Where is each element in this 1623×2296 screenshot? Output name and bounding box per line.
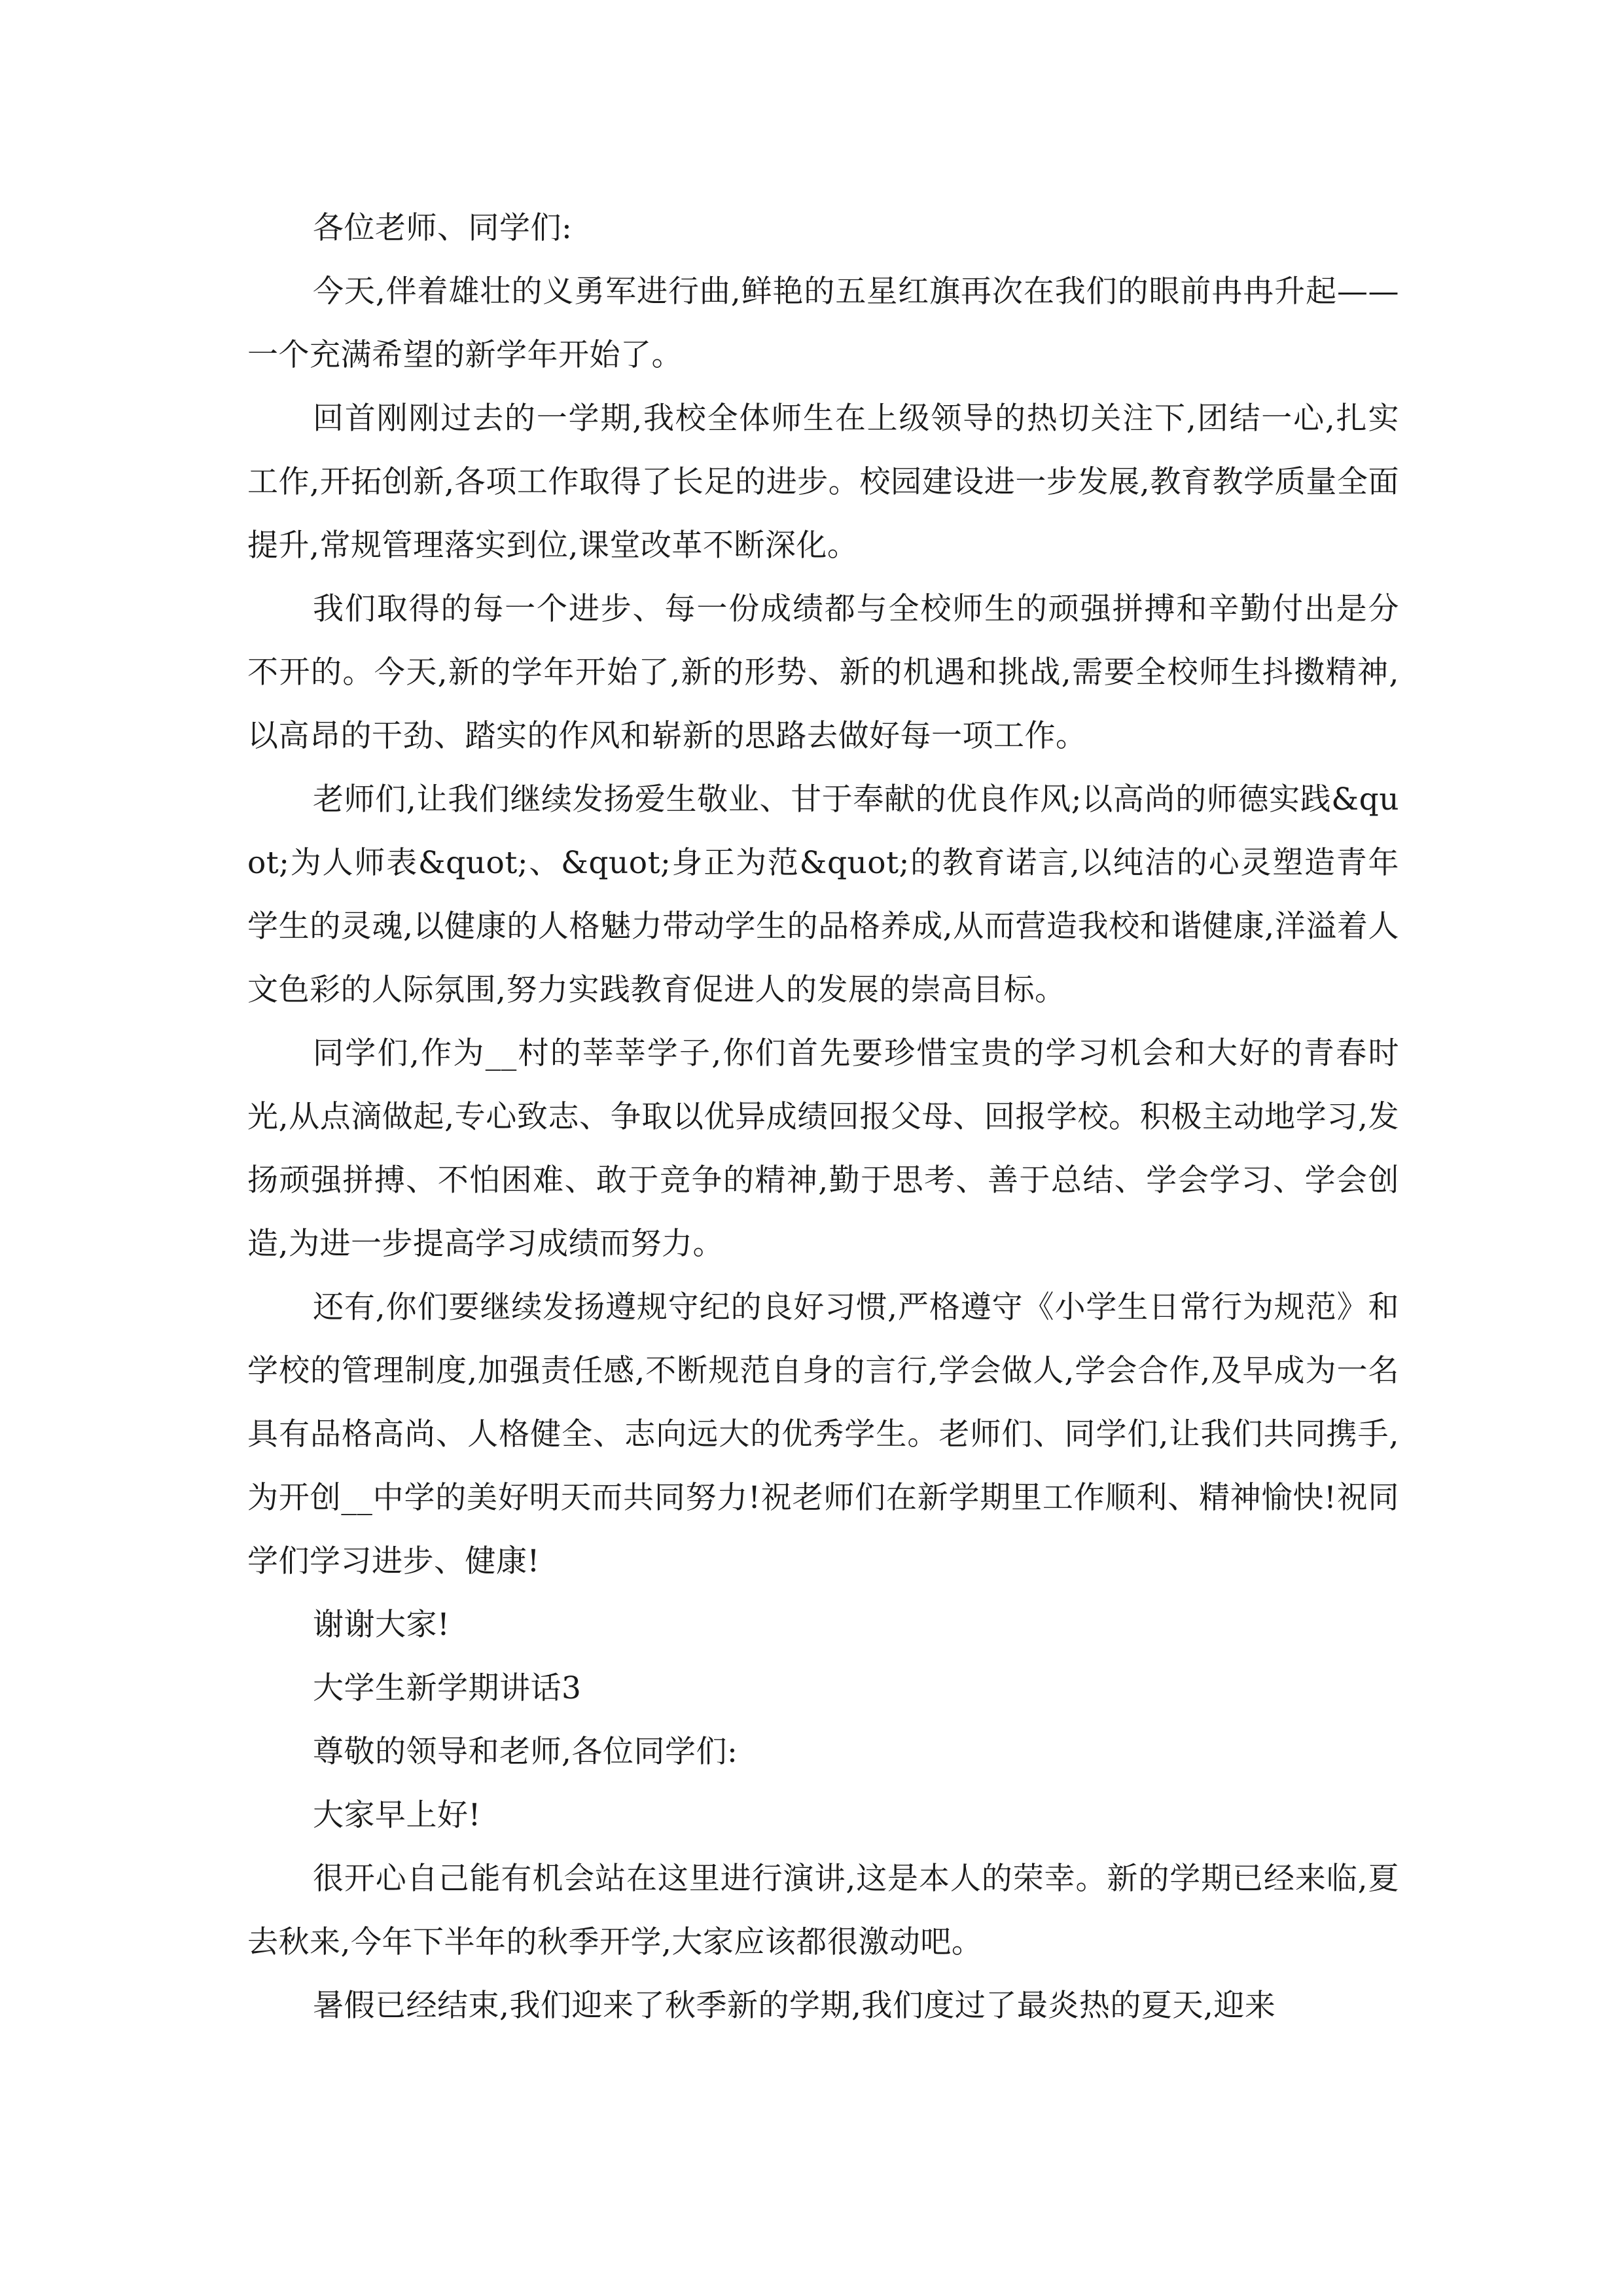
paragraph-review: 回首刚刚过去的一学期,我校全体师生在上级领导的热切关注下,团结一心,扎实工作,开拓创新,各项工作取得了长足的进步。校园建设进一步发展,教育教学质量全面提升,常规管理落实到位,课堂改革不断深化。 — [247, 401, 1399, 564]
paragraph-opening: 今天,伴着雄壮的义勇军进行曲,鲜艳的五星红旗再次在我们的眼前冉冉升起——一个充满希望的新学年开始了。 — [247, 274, 1399, 373]
greeting: 各位老师、同学们: — [313, 210, 573, 246]
paragraph-summer: 暑假已经结束,我们迎来了秋季新的学期,我们度过了最炎热的夏天,迎来 — [313, 1988, 1276, 2024]
paragraph-honor: 很开心自己能有机会站在这里进行演讲,这是本人的荣幸。新的学期已经来临,夏去秋来,今年下半年的秋季开学,大家应该都很激动吧。 — [247, 1861, 1399, 1960]
greeting-2: 尊敬的领导和老师,各位同学们: — [313, 1734, 738, 1770]
paragraph-discipline: 还有,你们要继续发扬遵规守纪的良好习惯,严格遵守《小学生日常行为规范》和学校的管理制度,加强责任感,不断规范自身的言行,学会做人,学会合作,及早成为一名具有品格高尚、人格健全、志向远大的优秀学生。老师们、同学们,让我们共同携手,为开创__中学的美好明天而共同努力!祝老师们在新学期里工作顺利、精神愉快!祝同学们学习进步、健康! — [247, 1289, 1399, 1579]
section-title: 大学生新学期讲话3 — [313, 1670, 582, 1706]
paragraph-teachers: 老师们,让我们继续发扬爱生敬业、甘于奉献的优良作风;以高尚的师德实践&quot;为人师表&quot;、&quot;身正为范&quot;的教育诺言,以纯洁的心灵塑造青年学生的灵魂,以健康的人格魅力带动学生的品格养成,从而营造我校和谐健康,洋溢着人文色彩的人际氛围,努力实践教育促进人的发展的崇高目标。 — [247, 781, 1399, 1008]
paragraph-progress: 我们取得的每一个进步、每一份成绩都与全校师生的顽强拼搏和辛勤付出是分不开的。今天,新的学年开始了,新的形势、新的机遇和挑战,需要全校师生抖擞精神,以高昂的干劲、踏实的作风和崭新的思路去做好每一项工作。 — [247, 591, 1399, 754]
closing-thanks: 谢谢大家! — [313, 1607, 450, 1643]
paragraph-students: 同学们,作为__村的莘莘学子,你们首先要珍惜宝贵的学习机会和大好的青春时光,从点滴做起,专心致志、争取以优异成绩回报父母、回报学校。积极主动地学习,发扬顽强拼搏、不怕困难、敢于竞争的精神,勤于思考、善于总结、学会学习、学会创造,为进一步提高学习成绩而努力。 — [247, 1035, 1399, 1262]
document-page — [247, 196, 1399, 2037]
morning-greeting: 大家早上好! — [313, 1797, 481, 1833]
